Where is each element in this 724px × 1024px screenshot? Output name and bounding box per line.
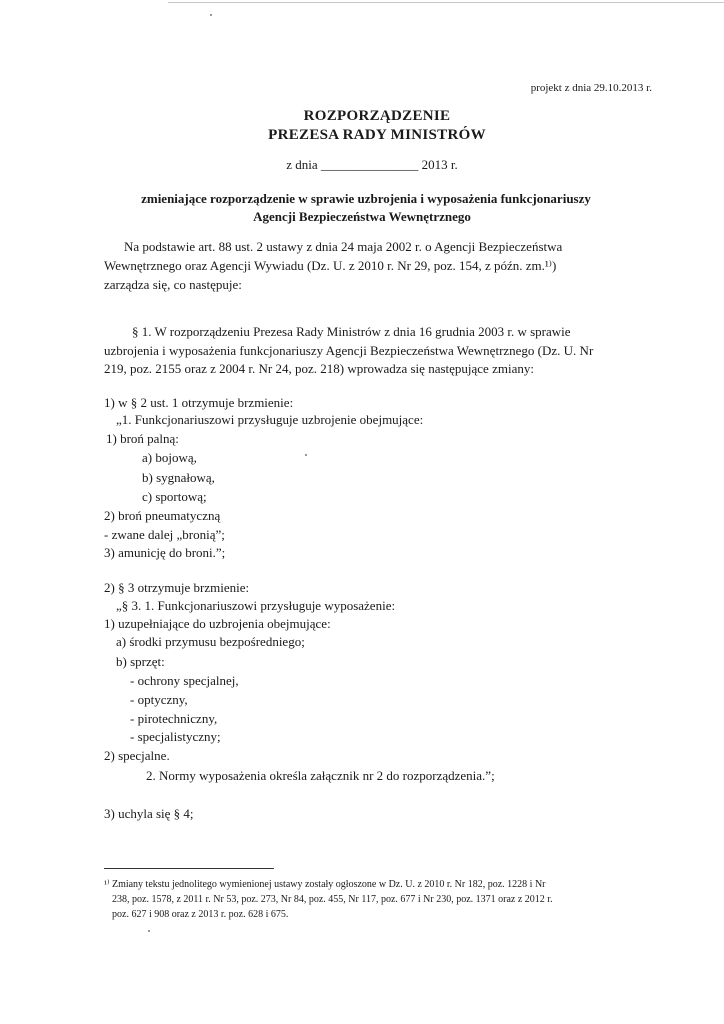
scan-speck — [148, 930, 150, 932]
amendment-item: 2) specjalne. — [104, 748, 170, 763]
document-date-line: z dnia _______________ 2013 r. — [286, 157, 458, 172]
document-title: ROZPORZĄDZENIE — [303, 108, 451, 124]
amendment-item: 1) uzupełniające do uzbrojenia obejmujące: — [104, 616, 331, 631]
draft-date-note: projekt z dnia 29.10.2013 r. — [530, 82, 652, 94]
amendment-item: a) środki przymusu bezpośredniego; — [116, 634, 305, 649]
amendment-item: - pirotechniczny, — [130, 711, 218, 726]
amendment-item: 3) uchyla się § 4; — [104, 806, 194, 821]
scan-top-line — [168, 2, 724, 3]
amendment-item: 2) § 3 otrzymuje brzmienie: — [104, 580, 250, 595]
footnote-line: poz. 627 i 908 oraz z 2013 r. poz. 628 i 675. — [112, 909, 289, 920]
amendment-item: 2) broń pneumatyczną — [104, 508, 221, 523]
amendment-item: 1) w § 2 ust. 1 otrzymuje brzmienie: — [104, 395, 294, 410]
scan-speck — [210, 14, 212, 16]
footnote-line: 238, poz. 1578, z 2011 r. Nr 53, poz. 273, Nr 84, poz. 455, Nr 117, poz. 677 i Nr 230, poz. 1371 oraz z 2012 r. — [112, 894, 553, 905]
amendment-item: b) sygnałową, — [142, 470, 215, 485]
amendment-item: 3) amunicję do broni.”; — [104, 545, 226, 560]
amendment-item: „1. Funkcjonariuszowi przysługuje uzbrojenie obejmujące: — [116, 412, 424, 427]
footnote-line: ¹⁾ Zmiany tekstu jednolitego wymienionej ustawy zostały ogłoszone w Dz. U. z 2010 r. Nr 182, poz. 1228 i Nr — [104, 879, 546, 890]
amendment-item: c) sportową; — [142, 489, 207, 504]
footnote-separator — [104, 868, 274, 869]
amendment-item: „§ 3. 1. Funkcjonariuszowi przysługuje wyposażenie: — [116, 598, 396, 613]
amendment-item: 1) broń palną: — [106, 431, 179, 446]
amendment-item: a) bojową, — [142, 450, 197, 465]
preamble-line: zarządza się, co następuje: — [104, 277, 242, 292]
document-subject-line-2: Agencji Bezpieczeństwa Wewnętrznego — [253, 209, 471, 224]
amendment-item: 2. Normy wyposażenia określa załącznik nr 2 do rozporządzenia.”; — [146, 768, 495, 783]
section-1-line: § 1. W rozporządzeniu Prezesa Rady Ministrów z dnia 16 grudnia 2003 r. w sprawie — [132, 324, 571, 339]
amendment-item: - optyczny, — [130, 692, 188, 707]
amendment-item: - zwane dalej „bronią”; — [104, 527, 225, 542]
amendment-item: b) sprzęt: — [116, 654, 165, 669]
section-1-line: uzbrojenia i wyposażenia funkcjonariuszy Agencji Bezpieczeństwa Wewnętrznego (Dz. U. Nr — [104, 343, 594, 358]
amendment-item: - specjalistyczny; — [130, 729, 221, 744]
scan-speck — [305, 454, 307, 456]
preamble-line: Na podstawie art. 88 ust. 2 ustawy z dnia 24 maja 2002 r. o Agencji Bezpieczeństwa — [124, 239, 563, 254]
amendment-item: - ochrony specjalnej, — [130, 673, 239, 688]
preamble-line: Wewnętrznego oraz Agencji Wywiadu (Dz. U. z 2010 r. Nr 29, poz. 154, z późn. zm.¹⁾) — [104, 258, 557, 273]
document-issuer: PREZESA RADY MINISTRÓW — [268, 127, 486, 143]
section-1-line: 219, poz. 2155 oraz z 2004 r. Nr 24, poz. 218) wprowadza się następujące zmiany: — [104, 361, 534, 376]
document-subject-line-1: zmieniające rozporządzenie w sprawie uzbrojenia i wyposażenia funkcjonariuszy — [141, 191, 591, 206]
